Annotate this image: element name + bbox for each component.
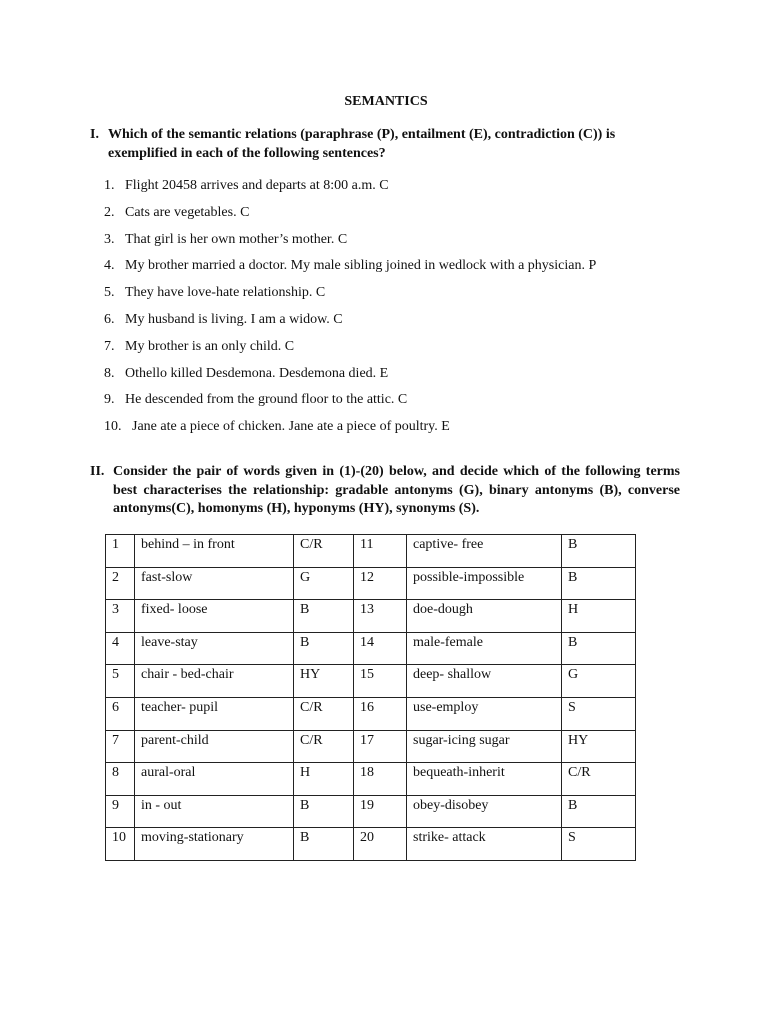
- section-2-heading: [90, 463, 680, 519]
- list-item: [104, 391, 596, 418]
- relation-answer: B: [294, 600, 354, 633]
- word-pair: aural-oral: [135, 763, 294, 796]
- pair-number: 20: [354, 828, 407, 861]
- list-item: [104, 257, 596, 284]
- pair-number: 17: [354, 730, 407, 763]
- list-item: [104, 365, 596, 392]
- pair-number: 15: [354, 665, 407, 698]
- pair-number: 12: [354, 567, 407, 600]
- list-item: [104, 204, 596, 231]
- word-pair: fast-slow: [135, 567, 294, 600]
- table-row: [106, 763, 636, 796]
- pair-number: 18: [354, 763, 407, 796]
- relation-answer: B: [294, 795, 354, 828]
- pair-number: 16: [354, 697, 407, 730]
- relation-answer: B: [562, 795, 636, 828]
- item-text: Cats are vegetables. C: [125, 204, 250, 220]
- word-pair: sugar-icing sugar: [407, 730, 562, 763]
- item-number: 3.: [104, 231, 115, 247]
- table-row: [106, 665, 636, 698]
- section-2-instructions: Consider the pair of words given in (1)-(20) below, and decide which of the following terms best characterises the relationship: gradable antonyms (G), binary antonyms (B), converse antonyms(C), homonyms (H), hyponyms (HY), synonyms (S).: [113, 464, 680, 516]
- section-1-number: I.: [90, 127, 99, 142]
- list-item: [104, 338, 596, 365]
- relation-answer: B: [562, 535, 636, 568]
- relation-answer: B: [562, 567, 636, 600]
- relation-answer: G: [294, 567, 354, 600]
- word-pair: behind – in front: [135, 535, 294, 568]
- pair-number: 13: [354, 600, 407, 633]
- pair-number: 3: [106, 600, 135, 633]
- pair-number: 14: [354, 632, 407, 665]
- pair-number: 8: [106, 763, 135, 796]
- list-item: [104, 177, 596, 204]
- pair-number: 7: [106, 730, 135, 763]
- item-number: 5.: [104, 285, 115, 301]
- item-text: My brother married a doctor. My male sibling joined in wedlock with a physician. P: [125, 258, 597, 274]
- word-pairs-table: [105, 534, 636, 861]
- item-text: My brother is an only child. C: [125, 338, 295, 354]
- word-pair: doe-dough: [407, 600, 562, 633]
- item-text: Flight 20458 arrives and departs at 8:00 a.m. C: [125, 178, 389, 193]
- relation-answer: S: [562, 697, 636, 730]
- word-pair: use-employ: [407, 697, 562, 730]
- pair-number: 10: [106, 828, 135, 861]
- word-pair: obey-disobey: [407, 795, 562, 828]
- word-pair: leave-stay: [135, 632, 294, 665]
- table-row: [106, 697, 636, 730]
- word-pair: deep- shallow: [407, 665, 562, 698]
- table-row: [106, 632, 636, 665]
- item-number: 2.: [104, 204, 115, 220]
- item-text: He descended from the ground floor to the attic. C: [125, 392, 408, 408]
- word-pair: teacher- pupil: [135, 697, 294, 730]
- item-number: 9.: [104, 392, 115, 408]
- list-item: [104, 231, 596, 258]
- list-item: [104, 418, 596, 445]
- pair-number: 5: [106, 665, 135, 698]
- word-pair: parent-child: [135, 730, 294, 763]
- item-text: My husband is living. I am a widow. C: [125, 311, 343, 327]
- relation-answer: H: [294, 763, 354, 796]
- table-row: [106, 730, 636, 763]
- relation-answer: B: [294, 632, 354, 665]
- section-1-instructions: Which of the semantic relations (paraphrase (P), entailment (E), contradiction (C)) is exemplified in each of the following sentences?: [108, 127, 616, 161]
- relation-answer: S: [562, 828, 636, 861]
- table-row: [106, 795, 636, 828]
- relation-answer: H: [562, 600, 636, 633]
- relation-answer: G: [562, 665, 636, 698]
- list-item: [104, 311, 596, 338]
- pair-number: 2: [106, 567, 135, 600]
- pair-number: 4: [106, 632, 135, 665]
- relation-answer: HY: [562, 730, 636, 763]
- relation-answer: B: [562, 632, 636, 665]
- section-1-heading: [90, 126, 680, 163]
- item-number: 4.: [104, 258, 115, 274]
- pair-number: 11: [354, 535, 407, 568]
- table-row: [106, 828, 636, 861]
- item-number: 8.: [104, 365, 115, 381]
- relation-answer: C/R: [294, 730, 354, 763]
- section-2-number: II.: [90, 464, 105, 479]
- pair-number: 1: [106, 535, 135, 568]
- question-list: [104, 177, 596, 445]
- word-pair: possible-impossible: [407, 567, 562, 600]
- table-row: [106, 567, 636, 600]
- word-pair: moving-stationary: [135, 828, 294, 861]
- word-pair: bequeath-inherit: [407, 763, 562, 796]
- word-pair: captive- free: [407, 535, 562, 568]
- table-row: [106, 600, 636, 633]
- item-number: 7.: [104, 338, 115, 354]
- word-pair: strike- attack: [407, 828, 562, 861]
- item-number: 1.: [104, 178, 115, 193]
- word-pair: male-female: [407, 632, 562, 665]
- item-text: That girl is her own mother’s mother. C: [125, 231, 348, 247]
- item-number: 10.: [104, 419, 122, 435]
- relation-answer: HY: [294, 665, 354, 698]
- item-number: 6.: [104, 311, 115, 327]
- pair-number: 9: [106, 795, 135, 828]
- word-pair: chair - bed-chair: [135, 665, 294, 698]
- item-text: They have love-hate relationship. C: [125, 285, 326, 301]
- relation-answer: B: [294, 828, 354, 861]
- list-item: [104, 284, 596, 311]
- relation-answer: C/R: [294, 535, 354, 568]
- word-pair: fixed- loose: [135, 600, 294, 633]
- item-text: Othello killed Desdemona. Desdemona died. E: [125, 365, 389, 381]
- item-text: Jane ate a piece of chicken. Jane ate a piece of poultry. E: [132, 419, 450, 435]
- relation-answer: C/R: [294, 697, 354, 730]
- relation-answer: C/R: [562, 763, 636, 796]
- table-row: [106, 535, 636, 568]
- word-pair: in - out: [135, 795, 294, 828]
- page-title: SEMANTICS: [344, 94, 428, 109]
- pair-number: 6: [106, 697, 135, 730]
- pair-number: 19: [354, 795, 407, 828]
